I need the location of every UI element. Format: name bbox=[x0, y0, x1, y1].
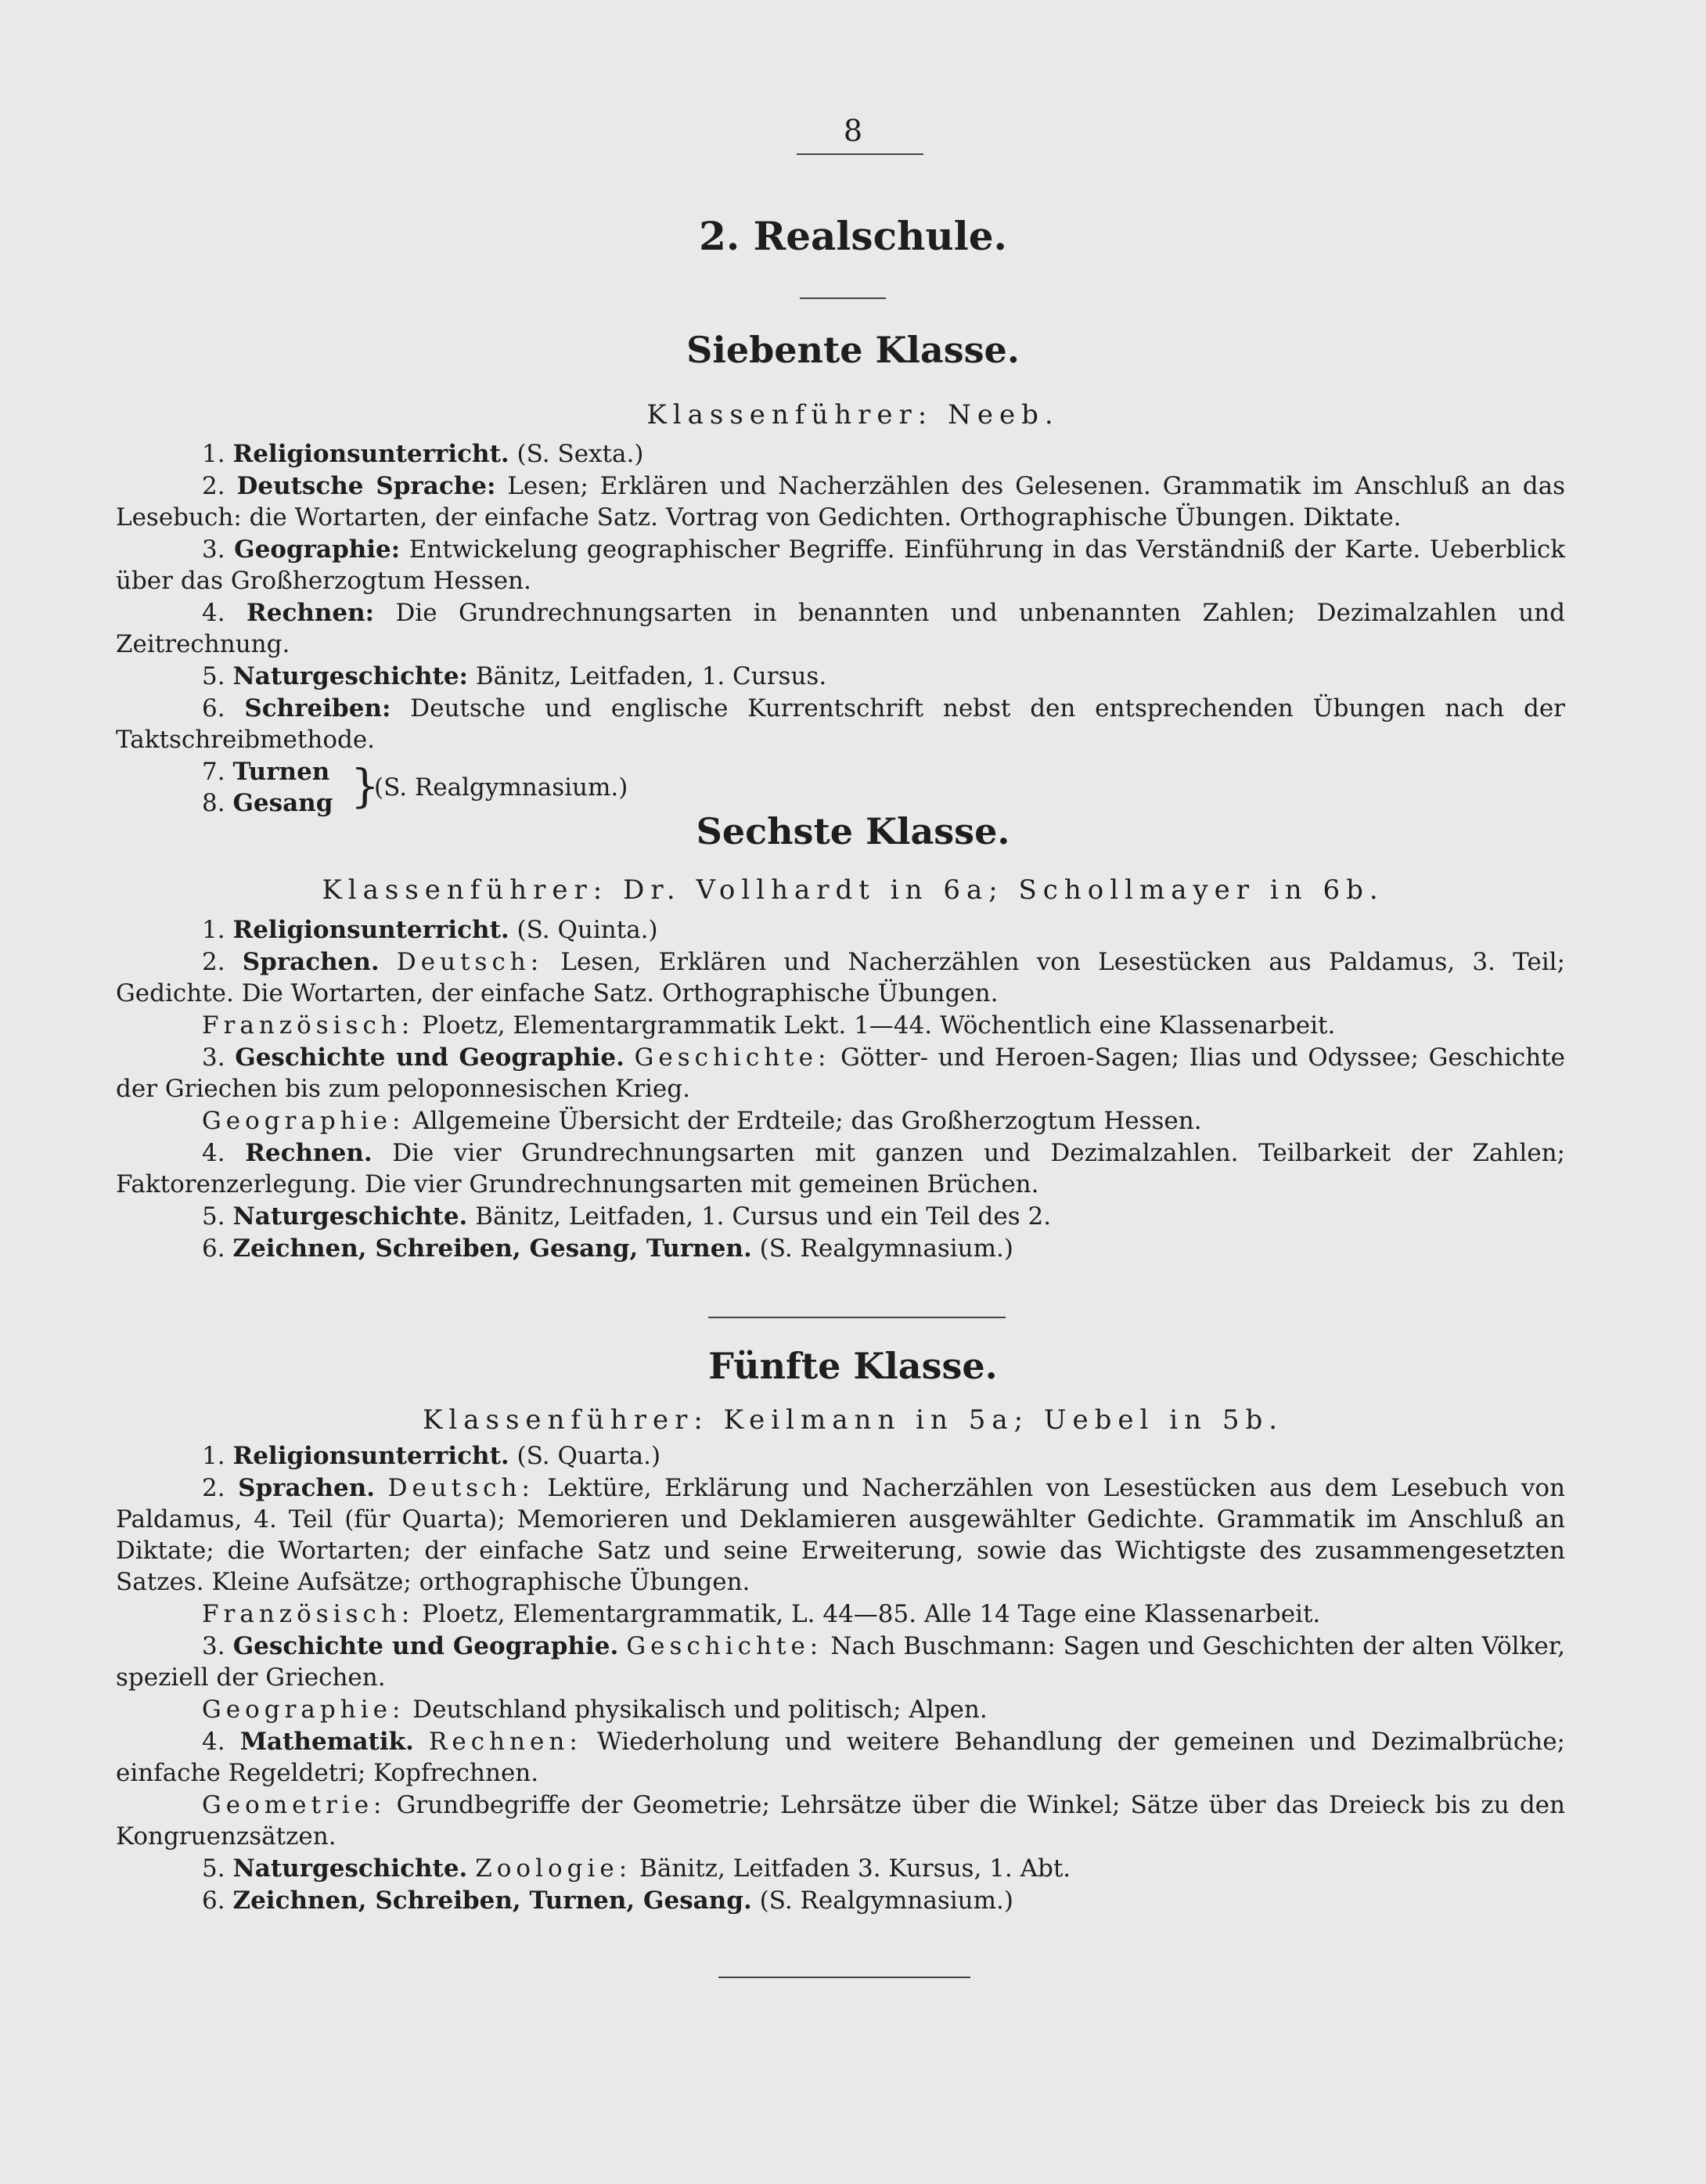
item-subject: Geographie: bbox=[234, 535, 401, 564]
item-subject: Naturgeschichte. bbox=[232, 1854, 468, 1883]
item-number: 1. bbox=[202, 916, 233, 944]
item-subject: Religionsunterricht. bbox=[232, 916, 509, 944]
item-subsubject: Französisch: bbox=[202, 1011, 415, 1040]
item-text: Ploetz, Elementargrammatik, L. 44—85. Alle 14 Tage eine Klassenarbeit. bbox=[414, 1600, 1321, 1628]
list-item bbox=[116, 534, 1565, 596]
item-subject: Geschichte und Geographie. bbox=[232, 1632, 619, 1660]
list-item bbox=[116, 1789, 1565, 1852]
section-body bbox=[116, 914, 1565, 1265]
item-text: (S. Quinta.) bbox=[509, 916, 658, 944]
page-title: 2. Realschule. bbox=[699, 213, 1007, 259]
combined-subjects bbox=[202, 756, 333, 819]
item-text: (S. Quarta.) bbox=[509, 1442, 661, 1470]
item-text: Nach Buschmann: Sagen und Geschichten der alten Völker, speziell der Griechen. bbox=[116, 1632, 1565, 1692]
item-number: 1. bbox=[202, 1442, 233, 1470]
item-text: Deutsche und englische Kurrentschrift nebst den entsprechenden Übungen nach der Taktschreibmethode. bbox=[116, 694, 1565, 754]
list-item bbox=[116, 1853, 1565, 1884]
item-number: 5. bbox=[202, 662, 233, 690]
list-item bbox=[116, 1233, 1565, 1264]
list-item bbox=[116, 1010, 1565, 1041]
list-item bbox=[116, 597, 1565, 660]
section-heading: Siebente Klasse. bbox=[686, 329, 1020, 371]
item-subject bbox=[202, 756, 333, 787]
item-text: Entwickelung geographischer Begriffe. Einführung in das Verständniß der Karte. Ueberblick über das Großherzogtum Hessen. bbox=[116, 535, 1565, 595]
item-number: 2. bbox=[202, 948, 243, 976]
list-item bbox=[116, 1694, 1565, 1725]
item-text: Götter- und Heroen-Sagen; Ilias und Odyssee; Geschichte der Griechen bis zum peloponnesischen Krieg. bbox=[116, 1043, 1565, 1103]
list-item bbox=[116, 1885, 1565, 1916]
page-number: 8 bbox=[843, 114, 863, 148]
item-subsubject: Deutsch: bbox=[387, 1474, 534, 1502]
section-rule bbox=[708, 1317, 1006, 1318]
item-number: 4. bbox=[202, 1139, 246, 1167]
list-item bbox=[116, 1598, 1565, 1630]
item-text: Bänitz, Leitfaden, 1. Cursus und ein Teil des 2. bbox=[467, 1202, 1052, 1231]
item-number: 7. bbox=[202, 758, 233, 786]
list-item bbox=[116, 661, 1565, 692]
item-number: 2. bbox=[202, 1474, 239, 1502]
section-heading: Sechste Klasse. bbox=[696, 810, 1010, 852]
list-item bbox=[116, 438, 1565, 470]
section-fuehrer: Klassenführer: Keilmann in 5a; Uebel in 5b. bbox=[422, 1404, 1284, 1436]
item-subject-name: Gesang bbox=[232, 789, 333, 817]
section-fuehrer: Klassenführer: Neeb. bbox=[646, 399, 1060, 431]
item-subsubject: Deutsch: bbox=[396, 948, 544, 976]
item-number: 6. bbox=[202, 694, 245, 723]
section-fuehrer: Klassenführer: Dr. Vollhardt in 6a; Schollmayer in 6b. bbox=[322, 874, 1384, 906]
item-number: 1. bbox=[202, 440, 233, 468]
list-item bbox=[116, 946, 1565, 1009]
item-number: 6. bbox=[202, 1234, 233, 1263]
item-subsubject: Geographie: bbox=[202, 1696, 405, 1724]
item-subject: Deutsche Sprache: bbox=[236, 472, 496, 500]
item-text: (S. Realgymnasium.) bbox=[751, 1887, 1013, 1915]
item-text: (S. Sexta.) bbox=[509, 440, 644, 468]
list-item bbox=[116, 1726, 1565, 1789]
list-item bbox=[116, 1631, 1565, 1693]
item-text: Grundbegriffe der Geometrie; Lehrsätze über die Winkel; Sätze über das Dreieck bis zu den Kongruenzsätzen. bbox=[116, 1791, 1565, 1851]
item-subject: Naturgeschichte. bbox=[232, 1202, 468, 1231]
item-subject: Rechnen: bbox=[246, 599, 375, 627]
item-subject: Sprachen. bbox=[242, 948, 380, 976]
item-text: Ploetz, Elementargrammatik Lekt. 1—44. Wöchentlich eine Klassenarbeit. bbox=[414, 1011, 1336, 1040]
item-number: 4. bbox=[202, 1728, 240, 1756]
item-number: 3. bbox=[202, 535, 235, 564]
item-subsubject: Zoologie: bbox=[475, 1854, 632, 1883]
item-number: 4. bbox=[202, 599, 247, 627]
item-subject: Religionsunterricht. bbox=[232, 1442, 509, 1470]
item-text: Lesen, Erklären und Nacherzählen von Lesestücken aus Paldamus, 3. Teil; Gedichte. Die Wortarten, der einfache Satz. Orthographische Übungen. bbox=[116, 948, 1565, 1007]
item-subject: Schreiben: bbox=[244, 694, 391, 723]
list-item bbox=[116, 914, 1565, 946]
list-item bbox=[116, 1440, 1565, 1472]
item-subject: Geschichte und Geographie. bbox=[235, 1043, 624, 1072]
item-subject: Rechnen. bbox=[245, 1139, 373, 1167]
item-number: 6. bbox=[202, 1887, 233, 1915]
item-number: 5. bbox=[202, 1854, 233, 1883]
item-text: Lesen; Erklären und Nacherzählen des Gelesenen. Grammatik im Anschluß an das Lesebuch: die Wortarten, der einfache Satz. Vortrag von Gedichten. Orthographische Übungen. Diktate. bbox=[116, 472, 1565, 532]
list-item bbox=[116, 1201, 1565, 1232]
item-subject: Zeichnen, Schreiben, Turnen, Gesang. bbox=[232, 1887, 752, 1915]
item-text: Bänitz, Leitfaden 3. Kursus, 1. Abt. bbox=[632, 1854, 1071, 1883]
combined-item bbox=[116, 756, 1565, 819]
item-number: 3. bbox=[202, 1632, 233, 1660]
list-item bbox=[116, 1105, 1565, 1137]
item-number: 5. bbox=[202, 1202, 233, 1231]
item-subsubject: Französisch: bbox=[202, 1600, 415, 1628]
list-item bbox=[116, 1137, 1565, 1200]
item-text: Lektüre, Erklärung und Nacherzählen von Lesestücken aus dem Lesebuch von Paldamus, 4. Teil (für Quarta); Memorieren und Deklamieren ausgewählter Gedichte. Grammatik im Anschluß an Diktate; die Wortarten; der einfache Satz und seine Erweiterung, sowie das Wichtigste des zusammengesetzten Satzes. Kleine Aufsätze; orthographische Übungen. bbox=[116, 1474, 1565, 1596]
item-text: Die vier Grundrechnungsarten mit ganzen und Dezimalzahlen. Teilbarkeit der Zahlen; Faktorenzerlegung. Die vier Grundrechnungsarten mit gemeinen Brüchen. bbox=[116, 1139, 1565, 1198]
item-subsubject: Geschichte: bbox=[634, 1043, 831, 1072]
item-subsubject: Geometrie: bbox=[202, 1791, 387, 1819]
list-item bbox=[116, 1042, 1565, 1105]
item-subject-name: Turnen bbox=[232, 758, 330, 786]
title-rule bbox=[800, 297, 886, 299]
item-text: Deutschland physikalisch und politisch; Alpen. bbox=[405, 1696, 988, 1724]
item-number: 2. bbox=[202, 472, 237, 500]
item-subject: Religionsunterricht. bbox=[232, 440, 509, 468]
item-text: Die Grundrechnungsarten in benannten und unbenannten Zahlen; Dezimalzahlen und Zeitrechnung. bbox=[116, 599, 1565, 658]
item-text: Allgemeine Übersicht der Erdteile; das Großherzogtum Hessen. bbox=[405, 1107, 1202, 1135]
item-text: (S. Realgymnasium.) bbox=[374, 773, 628, 802]
brace-icon: } bbox=[351, 759, 380, 813]
item-text: (S. Realgymnasium.) bbox=[751, 1234, 1013, 1263]
page-number-rule bbox=[797, 153, 923, 155]
item-subsubject: Rechnen: bbox=[429, 1728, 582, 1756]
item-subject: Mathematik. bbox=[239, 1728, 414, 1756]
item-subject: Sprachen. bbox=[238, 1474, 376, 1502]
section-heading: Fünfte Klasse. bbox=[708, 1345, 998, 1387]
item-text: Wiederholung und weitere Behandlung der gemeinen und Dezimalbrüche; einfache Regeldetri; Kopfrechnen. bbox=[116, 1728, 1565, 1787]
list-item bbox=[116, 1472, 1565, 1598]
item-subsubject: Geographie: bbox=[202, 1107, 405, 1135]
item-number: 8. bbox=[202, 789, 233, 817]
end-rule bbox=[718, 1977, 970, 1978]
item-text: Bänitz, Leitfaden, 1. Cursus. bbox=[468, 662, 827, 690]
item-subject: Zeichnen, Schreiben, Gesang, Turnen. bbox=[232, 1234, 752, 1263]
item-number: 3. bbox=[202, 1043, 236, 1072]
list-item bbox=[116, 693, 1565, 755]
section-body bbox=[116, 1440, 1565, 1917]
item-subject: Naturgeschichte: bbox=[232, 662, 468, 690]
list-item bbox=[116, 470, 1565, 533]
section-body bbox=[116, 438, 1565, 819]
item-subsubject: Geschichte: bbox=[626, 1632, 823, 1660]
